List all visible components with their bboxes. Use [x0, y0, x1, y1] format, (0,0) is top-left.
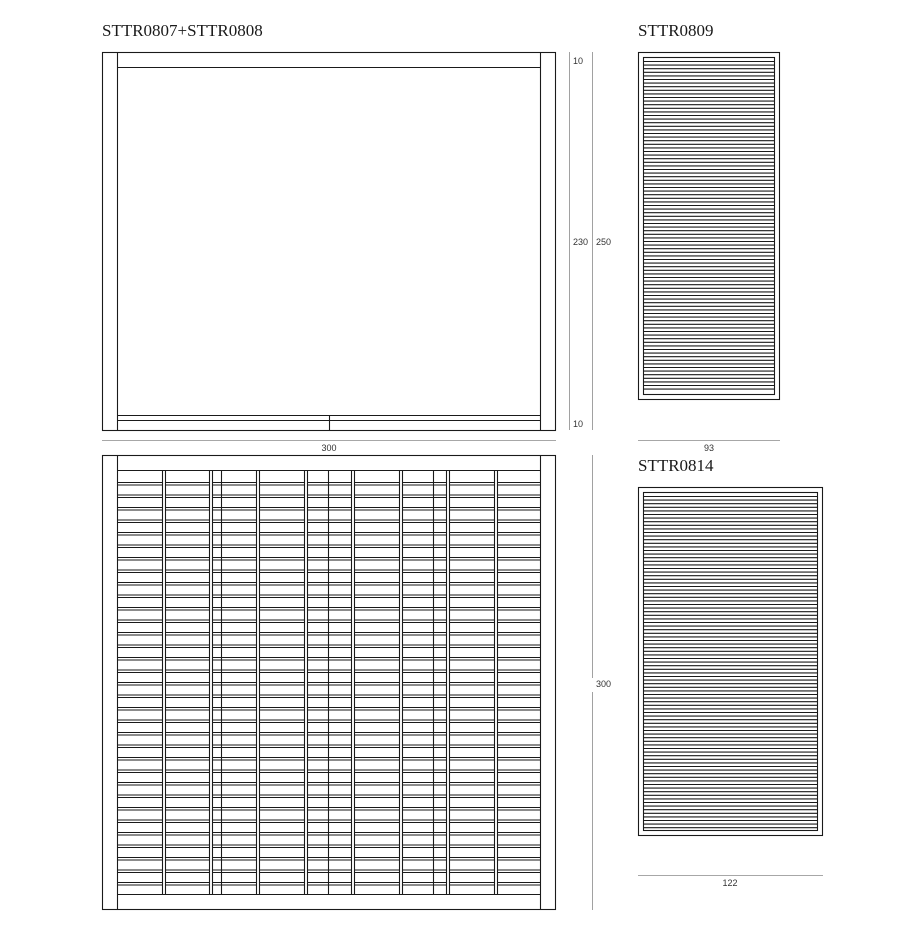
sttr0814-panel-drawing	[639, 488, 823, 836]
dimension-inner-height: 230	[573, 237, 589, 247]
dimension-bottom-rail: 10	[573, 419, 584, 429]
combo-frame-drawing	[103, 53, 556, 431]
title-combo: STTR0807+STTR0808	[102, 21, 263, 40]
dimension-sttr0809-width: 93	[703, 443, 715, 453]
dimension-sttr0814-width: 122	[722, 878, 738, 888]
dimension-top-rail: 10	[573, 56, 584, 66]
dimension-total-height: 250	[596, 237, 612, 247]
title-sttr0814: STTR0814	[638, 456, 714, 475]
dimension-louvered-height: 300	[596, 679, 612, 689]
sttr0809-panel-drawing	[639, 53, 780, 400]
title-sttr0809: STTR0809	[638, 21, 714, 40]
combo-outer-frame	[103, 53, 556, 431]
combo-louvered-drawing	[103, 456, 556, 910]
dimension-combo-width: 300	[321, 443, 337, 453]
